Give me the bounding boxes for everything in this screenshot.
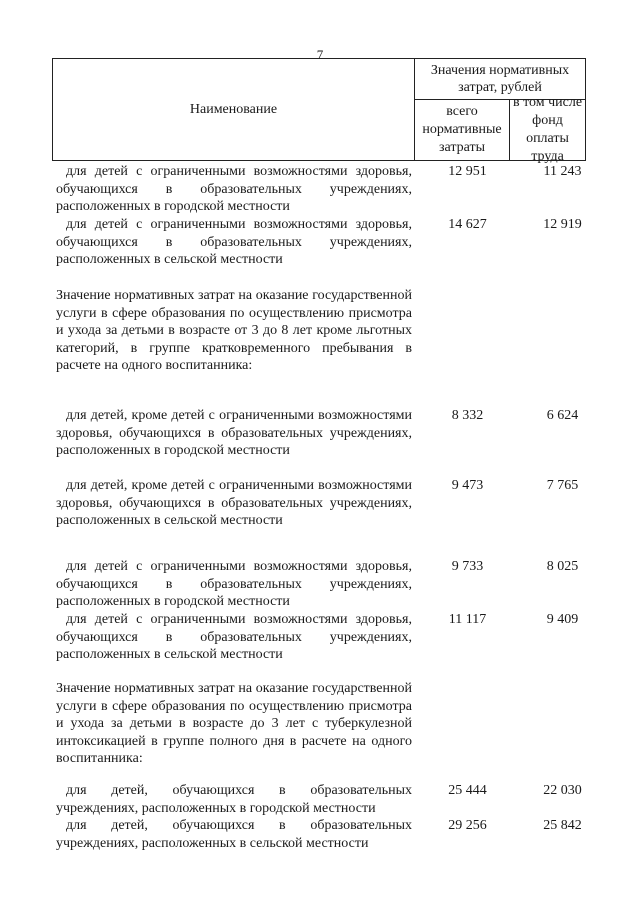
row-text: для детей, кроме детей с ограниченными возможностями здоровья, обучающихся в образовательных учреждениях, расположенных в городской местности <box>56 408 412 458</box>
section-heading: Значение нормативных затрат на оказание государственной услуги в сфере образования по осуществлению присмотра и ухода за детьми в возрасте до 3 лет с туберкулезной интоксикацией в группе полного дня в расчете на одного воспитанника: <box>56 681 412 766</box>
row-total: 14 627 <box>448 217 487 232</box>
column-header-values <box>415 59 585 164</box>
section-heading: Значение нормативных затрат на оказание государственной услуги в сфере образования по осуществлению присмотра и ухода за детьми в возрасте от 3 до 8 лет кроме льготных категорий, в группе кратковременного пребывания в расчете на одного воспитанника: <box>56 288 412 373</box>
row-fund: 22 030 <box>543 783 582 798</box>
row-fund: 25 842 <box>543 818 582 833</box>
row-total: 12 951 <box>448 164 487 179</box>
row-text: для детей с ограниченными возможностями здоровья, обучающихся в образовательных учреждениях, расположенных в городской местности <box>56 559 412 609</box>
row-text: для детей, обучающихся в образовательных учреждениях, расположенных в городской местности <box>56 783 412 816</box>
row-text: для детей с ограниченными возможностями здоровья, обучающихся в образовательных учреждениях, расположенных в сельской местности <box>56 217 412 267</box>
column-header-fund: в том числе фонд оплаты труда <box>512 95 583 164</box>
row-text: для детей с ограниченными возможностями здоровья, обучающихся в образовательных учреждениях, расположенных в городской местности <box>56 164 412 214</box>
row-fund: 7 765 <box>546 478 579 493</box>
row-total: 29 256 <box>448 818 487 833</box>
row-fund: 12 919 <box>543 217 582 232</box>
row-fund: 8 025 <box>546 559 579 574</box>
row-text: для детей с ограниченными возможностями здоровья, обучающихся в образовательных учреждениях, расположенных в сельской местности <box>56 612 412 662</box>
row-fund: 6 624 <box>546 408 579 423</box>
values-header-title: Значения нормативных затрат, рублей <box>415 59 585 100</box>
page-number: 7 <box>316 47 324 62</box>
row-text: для детей, обучающихся в образовательных учреждениях, расположенных в сельской местности <box>56 818 412 851</box>
row-fund: 9 409 <box>546 612 579 627</box>
row-total: 9 733 <box>451 559 484 574</box>
column-header-total: всего нормативные затраты <box>415 100 510 160</box>
table-header <box>52 58 586 164</box>
row-fund: 11 243 <box>543 164 582 179</box>
row-total: 8 332 <box>451 408 484 423</box>
row-total: 9 473 <box>451 478 484 493</box>
row-total: 11 117 <box>448 612 487 627</box>
row-total: 25 444 <box>448 783 487 798</box>
row-text: для детей, кроме детей с ограниченными возможностями здоровья, обучающихся в образовательных учреждениях, расположенных в сельской местности <box>56 478 412 528</box>
column-header-name: Наименование <box>53 59 415 160</box>
